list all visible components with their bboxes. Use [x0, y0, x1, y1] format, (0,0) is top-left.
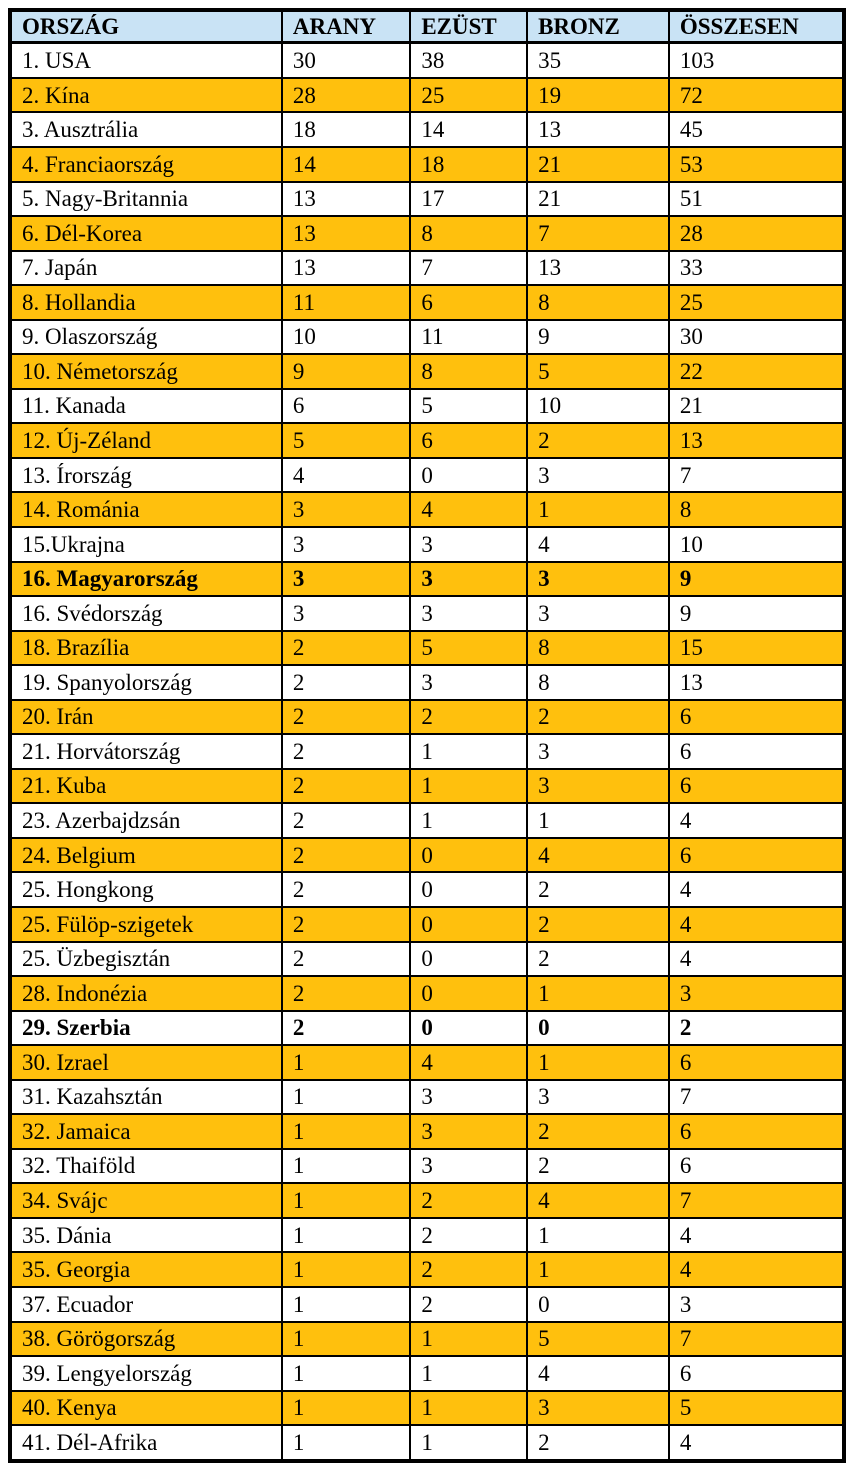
table-row	[10, 1183, 844, 1218]
table-row	[10, 354, 844, 389]
bronze-cell: 1	[527, 492, 669, 527]
silver-cell: 0	[410, 907, 527, 942]
bronze-cell: 1	[527, 803, 669, 838]
gold-cell: 1	[282, 1425, 410, 1461]
bronze-cell: 13	[527, 251, 669, 286]
country-cell: 16. Magyarország	[10, 562, 282, 597]
total-cell: 4	[669, 907, 844, 942]
total-cell: 21	[669, 389, 844, 424]
silver-cell: 17	[410, 182, 527, 217]
bronze-cell: 3	[527, 458, 669, 493]
country-cell: 38. Görögország	[10, 1322, 282, 1357]
country-cell: 35. Dánia	[10, 1218, 282, 1253]
silver-cell: 2	[410, 1252, 527, 1287]
total-cell: 6	[669, 838, 844, 873]
header-row	[10, 10, 844, 43]
gold-cell: 13	[282, 182, 410, 217]
gold-cell: 11	[282, 285, 410, 320]
bronze-cell: 3	[527, 596, 669, 631]
silver-cell: 14	[410, 112, 527, 147]
total-cell: 13	[669, 423, 844, 458]
total-cell: 6	[669, 1045, 844, 1080]
gold-cell: 3	[282, 596, 410, 631]
country-cell: 39. Lengyelország	[10, 1356, 282, 1391]
country-cell: 24. Belgium	[10, 838, 282, 873]
gold-cell: 2	[282, 734, 410, 769]
table-row	[10, 942, 844, 977]
country-cell: 37. Ecuador	[10, 1287, 282, 1322]
country-cell: 32. Jamaica	[10, 1114, 282, 1149]
country-cell: 23. Azerbajdzsán	[10, 803, 282, 838]
gold-cell: 2	[282, 907, 410, 942]
table-row	[10, 423, 844, 458]
total-cell: 72	[669, 78, 844, 113]
total-cell: 4	[669, 1218, 844, 1253]
bronze-cell: 0	[527, 1011, 669, 1046]
bronze-cell: 5	[527, 354, 669, 389]
bronze-cell: 2	[527, 700, 669, 735]
gold-cell: 1	[282, 1149, 410, 1184]
total-cell: 25	[669, 285, 844, 320]
total-cell: 6	[669, 769, 844, 804]
gold-cell: 2	[282, 665, 410, 700]
table-row	[10, 1391, 844, 1426]
bronze-cell: 8	[527, 285, 669, 320]
table-row	[10, 734, 844, 769]
bronze-cell: 19	[527, 78, 669, 113]
bronze-cell: 2	[527, 872, 669, 907]
country-cell: 25. Hongkong	[10, 872, 282, 907]
total-cell: 7	[669, 1183, 844, 1218]
bronze-cell: 2	[527, 1425, 669, 1461]
total-cell: 2	[669, 1011, 844, 1046]
silver-cell: 8	[410, 216, 527, 251]
gold-cell: 2	[282, 769, 410, 804]
silver-cell: 2	[410, 700, 527, 735]
bronze-cell: 0	[527, 1287, 669, 1322]
bronze-cell: 13	[527, 112, 669, 147]
table-row	[10, 1287, 844, 1322]
total-cell: 5	[669, 1391, 844, 1426]
silver-cell: 0	[410, 942, 527, 977]
table-row	[10, 492, 844, 527]
gold-cell: 2	[282, 803, 410, 838]
silver-cell: 25	[410, 78, 527, 113]
gold-cell: 1	[282, 1391, 410, 1426]
table-row	[10, 562, 844, 597]
total-cell: 53	[669, 147, 844, 182]
gold-cell: 18	[282, 112, 410, 147]
silver-cell: 1	[410, 769, 527, 804]
country-cell: 2. Kína	[10, 78, 282, 113]
table-row	[10, 389, 844, 424]
total-cell: 6	[669, 1149, 844, 1184]
bronze-cell: 8	[527, 665, 669, 700]
column-header-country: ORSZÁG	[10, 10, 282, 43]
gold-cell: 2	[282, 872, 410, 907]
total-cell: 22	[669, 354, 844, 389]
gold-cell: 2	[282, 838, 410, 873]
column-header-bronze: BRONZ	[527, 10, 669, 43]
total-cell: 7	[669, 458, 844, 493]
bronze-cell: 1	[527, 1045, 669, 1080]
bronze-cell: 1	[527, 976, 669, 1011]
silver-cell: 3	[410, 1149, 527, 1184]
total-cell: 6	[669, 700, 844, 735]
bronze-cell: 2	[527, 1149, 669, 1184]
country-cell: 19. Spanyolország	[10, 665, 282, 700]
country-cell: 21. Kuba	[10, 769, 282, 804]
country-cell: 20. Irán	[10, 700, 282, 735]
silver-cell: 3	[410, 596, 527, 631]
silver-cell: 5	[410, 631, 527, 666]
total-cell: 4	[669, 1425, 844, 1461]
country-cell: 12. Új-Zéland	[10, 423, 282, 458]
country-cell: 28. Indonézia	[10, 976, 282, 1011]
silver-cell: 0	[410, 872, 527, 907]
medal-table	[8, 8, 846, 1463]
country-cell: 13. Írország	[10, 458, 282, 493]
table-row	[10, 78, 844, 113]
country-cell: 7. Japán	[10, 251, 282, 286]
total-cell: 10	[669, 527, 844, 562]
bronze-cell: 1	[527, 1218, 669, 1253]
total-cell: 6	[669, 734, 844, 769]
bronze-cell: 9	[527, 320, 669, 355]
gold-cell: 1	[282, 1183, 410, 1218]
gold-cell: 1	[282, 1287, 410, 1322]
table-row	[10, 803, 844, 838]
country-cell: 1. USA	[10, 43, 282, 78]
gold-cell: 5	[282, 423, 410, 458]
bronze-cell: 3	[527, 769, 669, 804]
silver-cell: 3	[410, 665, 527, 700]
country-cell: 10. Németország	[10, 354, 282, 389]
total-cell: 4	[669, 803, 844, 838]
country-cell: 8. Hollandia	[10, 285, 282, 320]
bronze-cell: 4	[527, 527, 669, 562]
silver-cell: 1	[410, 1391, 527, 1426]
table-row	[10, 216, 844, 251]
gold-cell: 28	[282, 78, 410, 113]
silver-cell: 1	[410, 734, 527, 769]
country-cell: 21. Horvátország	[10, 734, 282, 769]
bronze-cell: 4	[527, 838, 669, 873]
gold-cell: 4	[282, 458, 410, 493]
table-row	[10, 1114, 844, 1149]
silver-cell: 3	[410, 562, 527, 597]
table-row	[10, 596, 844, 631]
total-cell: 30	[669, 320, 844, 355]
total-cell: 9	[669, 562, 844, 597]
total-cell: 9	[669, 596, 844, 631]
table-row	[10, 1218, 844, 1253]
silver-cell: 0	[410, 838, 527, 873]
silver-cell: 11	[410, 320, 527, 355]
medal-table-body	[10, 43, 844, 1461]
country-cell: 34. Svájc	[10, 1183, 282, 1218]
gold-cell: 13	[282, 216, 410, 251]
table-row	[10, 285, 844, 320]
bronze-cell: 21	[527, 147, 669, 182]
table-row	[10, 872, 844, 907]
silver-cell: 1	[410, 1425, 527, 1461]
total-cell: 13	[669, 665, 844, 700]
gold-cell: 3	[282, 492, 410, 527]
total-cell: 3	[669, 1287, 844, 1322]
bronze-cell: 3	[527, 1391, 669, 1426]
total-cell: 7	[669, 1322, 844, 1357]
total-cell: 7	[669, 1080, 844, 1115]
gold-cell: 10	[282, 320, 410, 355]
silver-cell: 2	[410, 1287, 527, 1322]
country-cell: 11. Kanada	[10, 389, 282, 424]
country-cell: 4. Franciaország	[10, 147, 282, 182]
country-cell: 16. Svédország	[10, 596, 282, 631]
total-cell: 103	[669, 43, 844, 78]
silver-cell: 18	[410, 147, 527, 182]
silver-cell: 6	[410, 423, 527, 458]
gold-cell: 6	[282, 389, 410, 424]
silver-cell: 3	[410, 527, 527, 562]
silver-cell: 6	[410, 285, 527, 320]
country-cell: 14. Románia	[10, 492, 282, 527]
gold-cell: 9	[282, 354, 410, 389]
table-row	[10, 251, 844, 286]
gold-cell: 1	[282, 1356, 410, 1391]
silver-cell: 0	[410, 1011, 527, 1046]
gold-cell: 2	[282, 1011, 410, 1046]
silver-cell: 7	[410, 251, 527, 286]
bronze-cell: 7	[527, 216, 669, 251]
bronze-cell: 3	[527, 734, 669, 769]
column-header-silver: EZÜST	[410, 10, 527, 43]
total-cell: 45	[669, 112, 844, 147]
table-row	[10, 458, 844, 493]
country-cell: 15.Ukrajna	[10, 527, 282, 562]
gold-cell: 2	[282, 942, 410, 977]
table-row	[10, 1425, 844, 1461]
country-cell: 9. Olaszország	[10, 320, 282, 355]
silver-cell: 3	[410, 1080, 527, 1115]
table-row	[10, 1080, 844, 1115]
country-cell: 30. Izrael	[10, 1045, 282, 1080]
gold-cell: 1	[282, 1218, 410, 1253]
gold-cell: 1	[282, 1322, 410, 1357]
gold-cell: 14	[282, 147, 410, 182]
country-cell: 25. Üzbegisztán	[10, 942, 282, 977]
bronze-cell: 10	[527, 389, 669, 424]
silver-cell: 8	[410, 354, 527, 389]
table-row	[10, 631, 844, 666]
table-row	[10, 700, 844, 735]
bronze-cell: 3	[527, 562, 669, 597]
silver-cell: 1	[410, 803, 527, 838]
total-cell: 8	[669, 492, 844, 527]
bronze-cell: 2	[527, 423, 669, 458]
country-cell: 41. Dél-Afrika	[10, 1425, 282, 1461]
silver-cell: 38	[410, 43, 527, 78]
country-cell: 6. Dél-Korea	[10, 216, 282, 251]
total-cell: 15	[669, 631, 844, 666]
gold-cell: 1	[282, 1080, 410, 1115]
total-cell: 3	[669, 976, 844, 1011]
silver-cell: 4	[410, 1045, 527, 1080]
gold-cell: 2	[282, 976, 410, 1011]
table-row	[10, 976, 844, 1011]
table-row	[10, 527, 844, 562]
country-cell: 25. Fülöp-szigetek	[10, 907, 282, 942]
table-row	[10, 1149, 844, 1184]
table-row	[10, 1252, 844, 1287]
silver-cell: 3	[410, 1114, 527, 1149]
country-cell: 18. Brazília	[10, 631, 282, 666]
gold-cell: 2	[282, 700, 410, 735]
table-row	[10, 1045, 844, 1080]
table-row	[10, 112, 844, 147]
bronze-cell: 2	[527, 942, 669, 977]
gold-cell: 1	[282, 1252, 410, 1287]
silver-cell: 4	[410, 492, 527, 527]
bronze-cell: 35	[527, 43, 669, 78]
gold-cell: 2	[282, 631, 410, 666]
bronze-cell: 8	[527, 631, 669, 666]
total-cell: 28	[669, 216, 844, 251]
country-cell: 5. Nagy-Britannia	[10, 182, 282, 217]
bronze-cell: 21	[527, 182, 669, 217]
country-cell: 3. Ausztrália	[10, 112, 282, 147]
country-cell: 35. Georgia	[10, 1252, 282, 1287]
table-row	[10, 320, 844, 355]
gold-cell: 3	[282, 562, 410, 597]
table-row	[10, 182, 844, 217]
silver-cell: 0	[410, 458, 527, 493]
silver-cell: 2	[410, 1183, 527, 1218]
table-row	[10, 665, 844, 700]
column-header-gold: ARANY	[282, 10, 410, 43]
silver-cell: 1	[410, 1322, 527, 1357]
silver-cell: 2	[410, 1218, 527, 1253]
column-header-total: ÖSSZESEN	[669, 10, 844, 43]
silver-cell: 0	[410, 976, 527, 1011]
gold-cell: 1	[282, 1114, 410, 1149]
total-cell: 6	[669, 1356, 844, 1391]
table-row	[10, 43, 844, 78]
bronze-cell: 4	[527, 1356, 669, 1391]
table-row	[10, 769, 844, 804]
bronze-cell: 5	[527, 1322, 669, 1357]
table-row	[10, 907, 844, 942]
table-row	[10, 838, 844, 873]
gold-cell: 13	[282, 251, 410, 286]
total-cell: 4	[669, 942, 844, 977]
gold-cell: 30	[282, 43, 410, 78]
table-row	[10, 1322, 844, 1357]
gold-cell: 3	[282, 527, 410, 562]
country-cell: 40. Kenya	[10, 1391, 282, 1426]
table-row	[10, 1011, 844, 1046]
total-cell: 4	[669, 872, 844, 907]
silver-cell: 5	[410, 389, 527, 424]
country-cell: 32. Thaiföld	[10, 1149, 282, 1184]
table-row	[10, 1356, 844, 1391]
country-cell: 29. Szerbia	[10, 1011, 282, 1046]
bronze-cell: 2	[527, 1114, 669, 1149]
total-cell: 51	[669, 182, 844, 217]
table-row	[10, 147, 844, 182]
bronze-cell: 2	[527, 907, 669, 942]
total-cell: 4	[669, 1252, 844, 1287]
medal-table-header	[10, 10, 844, 43]
silver-cell: 1	[410, 1356, 527, 1391]
gold-cell: 1	[282, 1045, 410, 1080]
bronze-cell: 1	[527, 1252, 669, 1287]
bronze-cell: 4	[527, 1183, 669, 1218]
total-cell: 6	[669, 1114, 844, 1149]
country-cell: 31. Kazahsztán	[10, 1080, 282, 1115]
total-cell: 33	[669, 251, 844, 286]
bronze-cell: 3	[527, 1080, 669, 1115]
